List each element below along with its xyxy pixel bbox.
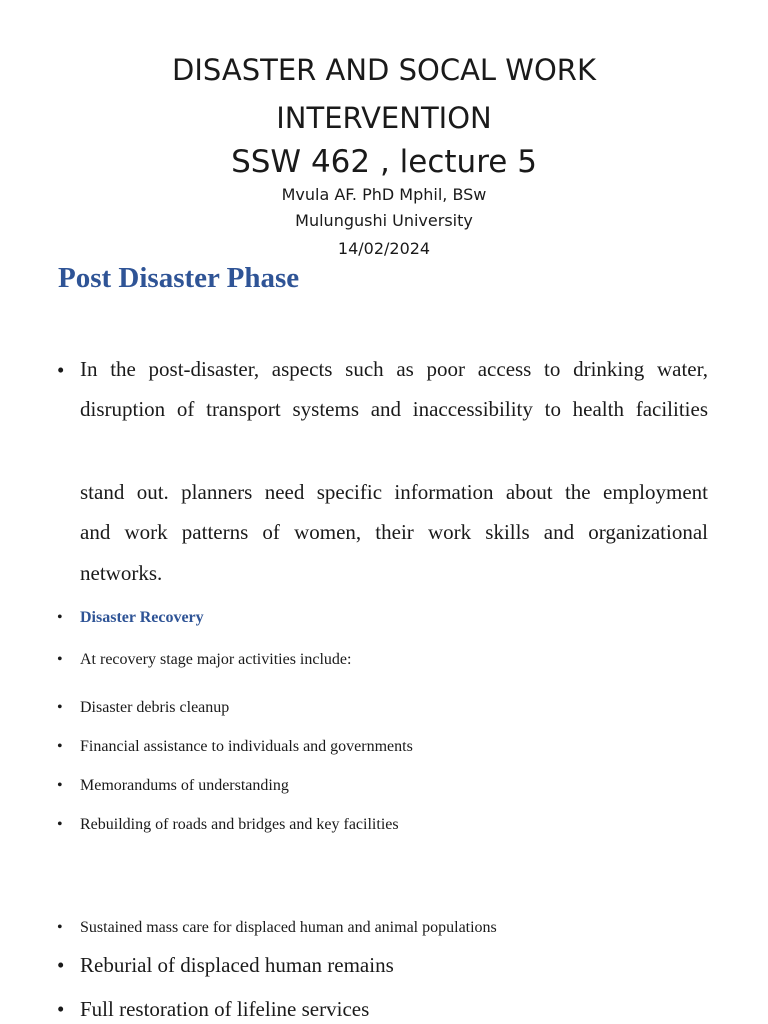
date: 14/02/2024 [337,239,431,258]
subsection-heading: Disaster Recovery [80,609,204,626]
list-item: Disaster debris cleanup [80,699,230,716]
bullet-icon: • [57,997,65,1021]
list-item: At recovery stage major activities include: [80,651,352,668]
list-item: Rebuilding of roads and bridges and key facilities [80,816,399,833]
paragraph-line: networks. [80,561,163,585]
list-item: Memorandums of understanding [80,777,289,794]
paragraph-line: and work patterns of women, their work skills and organizational [80,520,708,544]
bullet-icon: • [57,651,63,668]
document-title-line-2: INTERVENTION [276,101,492,135]
bullet-icon: • [57,816,63,833]
paragraph-line: stand out. planners need specific information about the employment [80,480,708,504]
bullet-icon: • [57,738,63,755]
list-item: Reburial of displaced human remains [80,953,394,977]
paragraph-line: disruption of transport systems and inaccessibility to health facilities [80,397,708,421]
bullet-icon: • [57,919,63,936]
author: Mvula AF. PhD Mphil, BSw [281,185,487,204]
bullet-icon: • [57,358,65,382]
bullet-icon: • [57,699,63,716]
section-heading: Post Disaster Phase [58,262,300,294]
bullet-icon: • [57,777,63,794]
document-title-line-1: DISASTER AND SOCAL WORK [172,53,596,87]
list-item: Sustained mass care for displaced human and animal populations [80,919,497,936]
list-item: Financial assistance to individuals and governments [80,738,413,755]
course-lecture-title: SSW 462 , lecture 5 [231,144,537,180]
list-item: Full restoration of lifeline services [80,997,370,1021]
paragraph-line: In the post-disaster, aspects such as poor access to drinking water, [80,357,708,381]
bullet-icon: • [57,953,65,977]
bullet-icon: • [57,609,63,626]
institution: Mulungushi University [295,211,473,230]
